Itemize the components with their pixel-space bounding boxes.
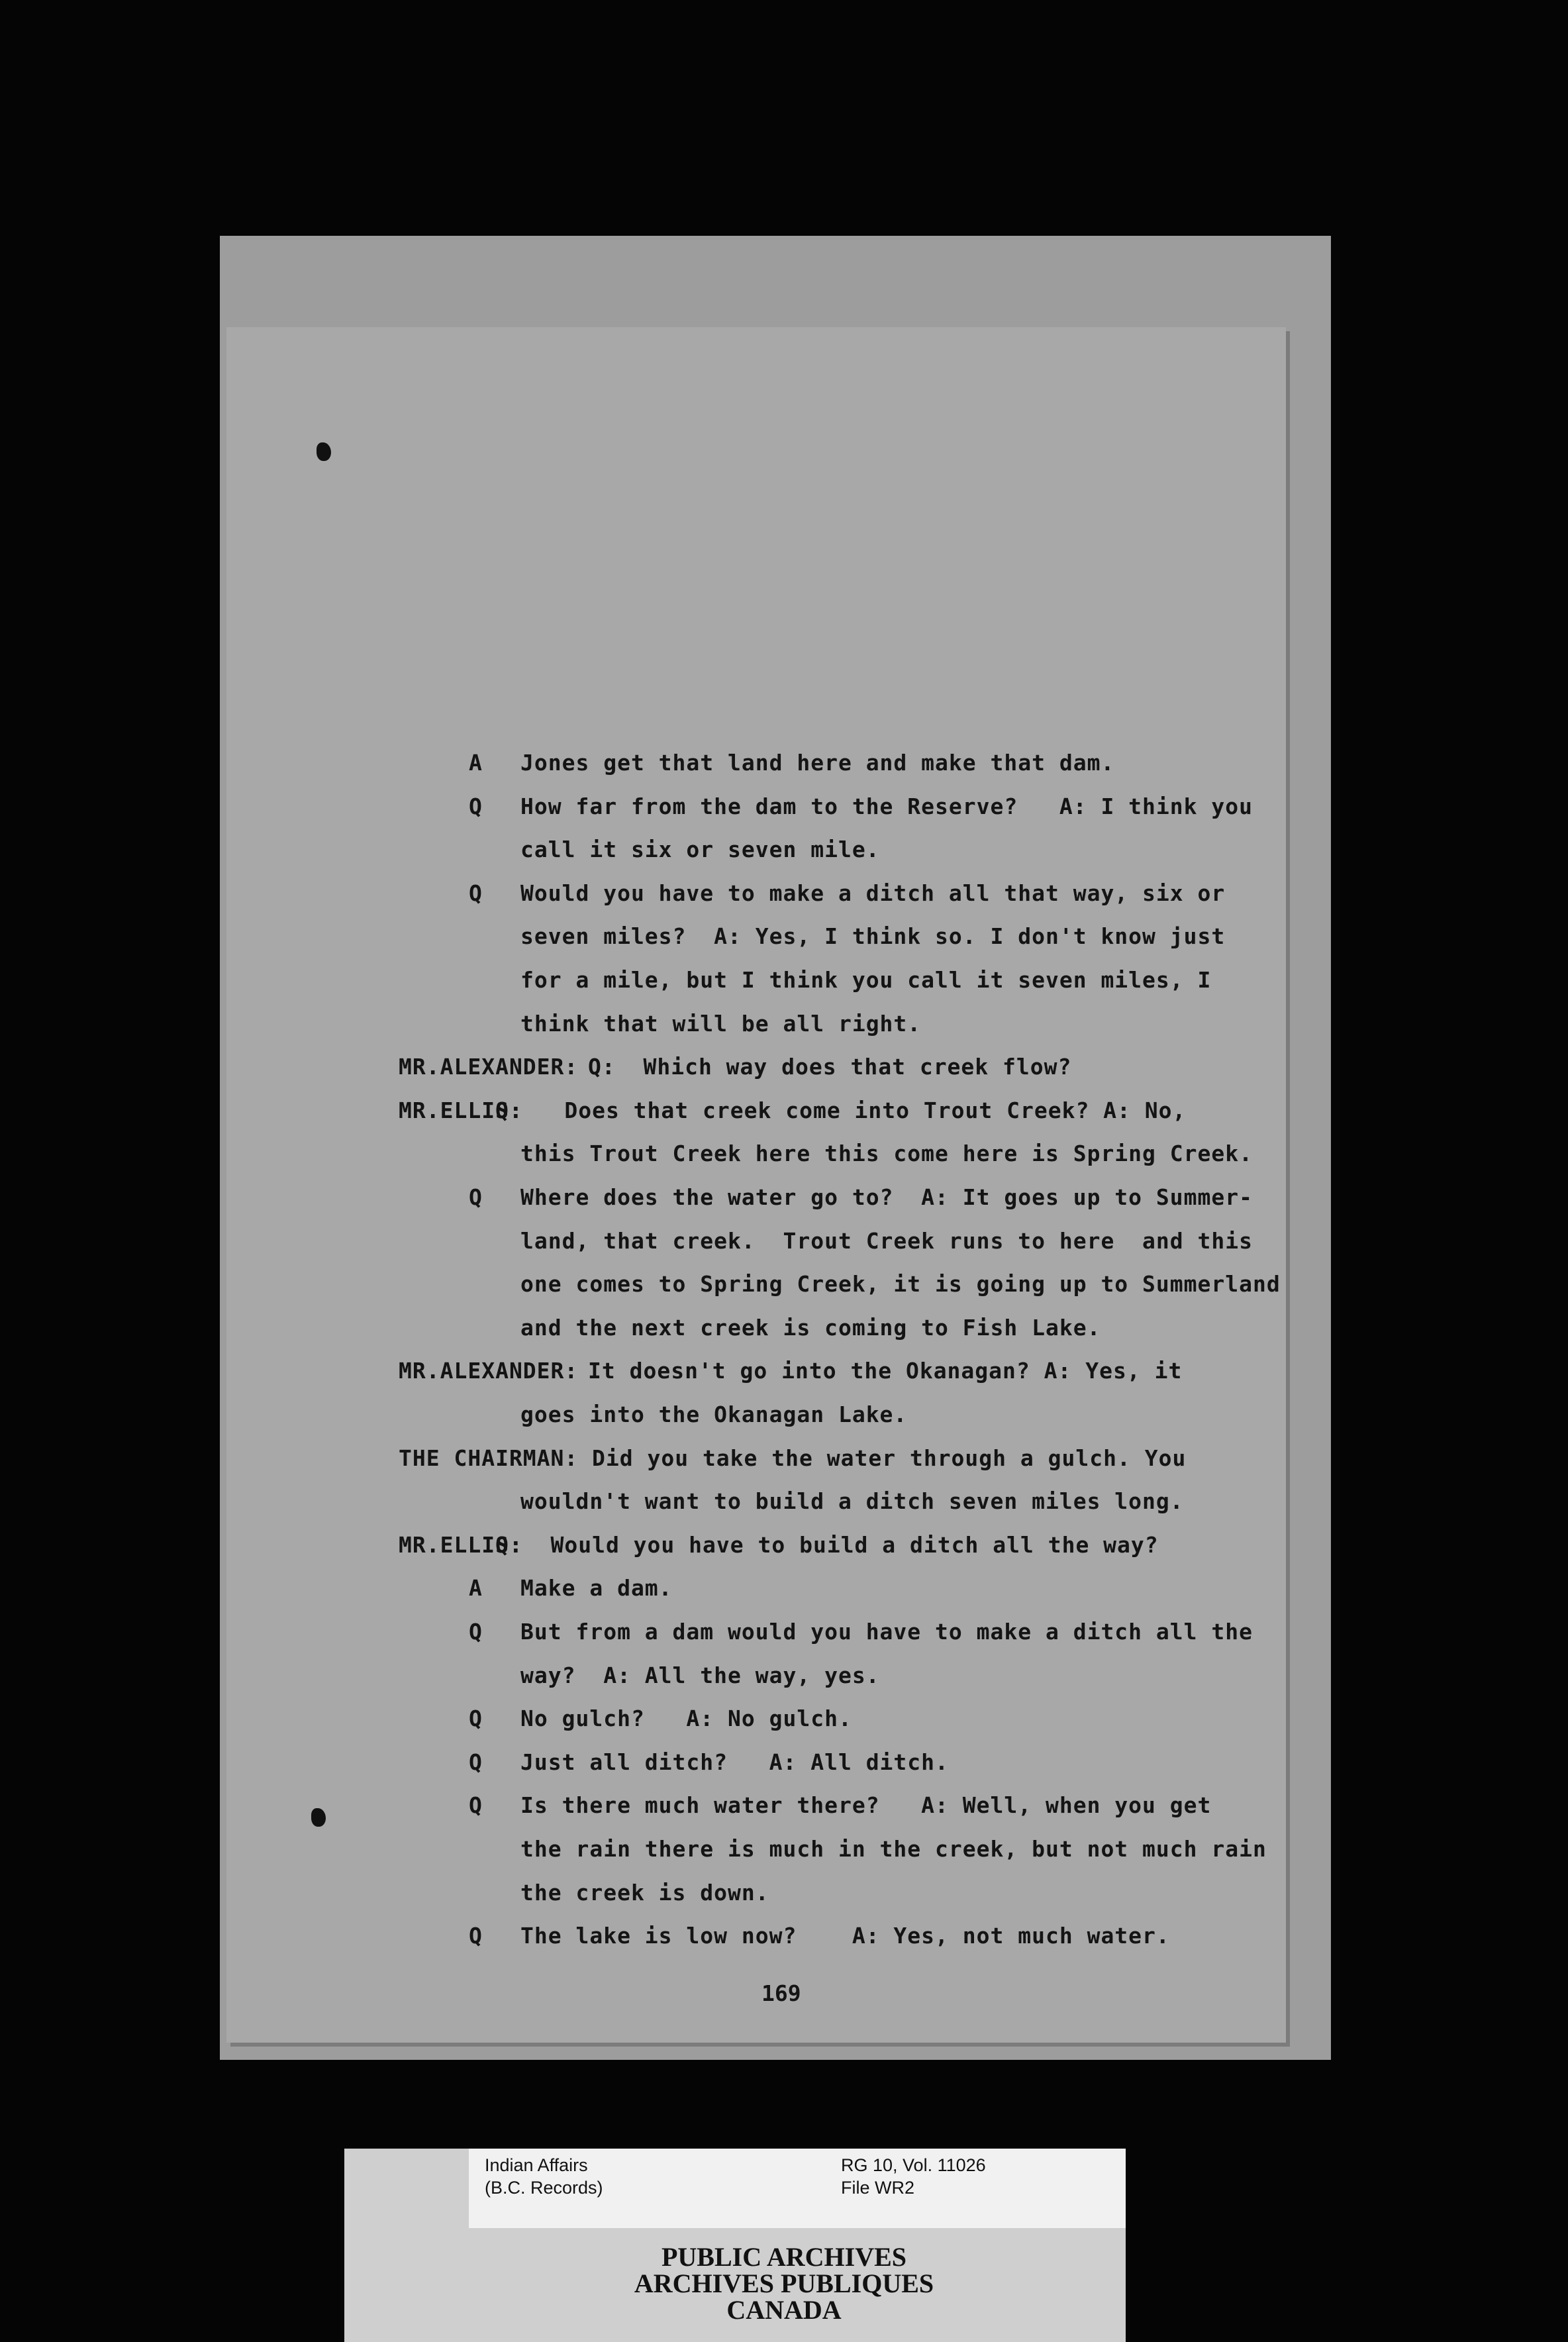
punch-mark: [311, 1808, 326, 1827]
transcript-line: But from a dam would you have to make a ditch all the: [520, 1619, 1253, 1645]
transcript-line: It doesn't go into the Okanagan? A: Yes, it: [588, 1358, 1183, 1384]
transcript-line: goes into the Okanagan Lake.: [520, 1401, 908, 1427]
transcript-line: Would you have to make a ditch all that way, six or: [520, 880, 1226, 906]
archives-stamp-line-1: PUBLIC ARCHIVES: [661, 2242, 907, 2272]
record-group: RG 10, Vol. 11026: [841, 2155, 986, 2175]
transcript-line: the creek is down.: [520, 1880, 769, 1906]
speaker-label: MR.ALEXANDER:: [399, 1054, 579, 1080]
collection-subname: (B.C. Records): [485, 2178, 603, 2198]
transcript-line: and the next creek is coming to Fish Lake.: [520, 1315, 1101, 1341]
archives-stamp-line-2: ARCHIVES PUBLIQUES: [634, 2268, 934, 2298]
transcript-line: Q: Would you have to build a ditch all the way?: [495, 1532, 1159, 1558]
transcript-line: land, that creek. Trout Creek runs to here and this: [520, 1228, 1253, 1254]
transcript-line: Q: Does that creek come into Trout Creek? A: No,: [495, 1097, 1187, 1123]
transcript-line: seven miles? A: Yes, I think so. I don't know just: [520, 923, 1226, 949]
transcript-line: think that will be all right.: [520, 1011, 922, 1037]
speaker-label: MR.ELLIS:: [399, 1097, 523, 1123]
speaker-label: A: [469, 1575, 483, 1601]
transcript-line: Did you take the water through a gulch. You: [592, 1445, 1187, 1471]
transcript-line: wouldn't want to build a ditch seven miles long.: [520, 1488, 1184, 1514]
speaker-label: Q: [469, 1619, 483, 1645]
transcript-line: Q: Which way does that creek flow?: [588, 1054, 1072, 1080]
transcript-line: call it six or seven mile.: [520, 837, 880, 862]
archives-stamp-line-3: CANADA: [726, 2295, 842, 2325]
collection-name: Indian Affairs: [485, 2155, 588, 2175]
transcript-line: for a mile, but I think you call it seven miles, I: [520, 967, 1212, 993]
speaker-label: A: [469, 750, 483, 776]
transcript-line: way? A: All the way, yes.: [520, 1662, 880, 1688]
transcript-line: No gulch? A: No gulch.: [520, 1706, 852, 1731]
speaker-label: Q: [469, 1184, 483, 1210]
speaker-label: Q: [469, 1923, 483, 1949]
transcript-line: The lake is low now? A: Yes, not much water.: [520, 1923, 1170, 1949]
transcript-line: Jones get that land here and make that dam.: [520, 750, 1115, 776]
speaker-label: MR.ELLIS:: [399, 1532, 523, 1558]
speaker-label: Q: [469, 1706, 483, 1731]
transcript-line: the rain there is much in the creek, but not much rain: [520, 1836, 1267, 1862]
transcript-line: Just all ditch? A: All ditch.: [520, 1749, 949, 1775]
transcript-line: Is there much water there? A: Well, when you get: [520, 1792, 1212, 1818]
speaker-label: Q: [469, 793, 483, 819]
transcript-line: this Trout Creek here this come here is Spring Creek.: [520, 1141, 1253, 1166]
transcript-line: Where does the water go to? A: It goes up to Summer-: [520, 1184, 1253, 1210]
punch-mark: [317, 442, 331, 461]
speaker-label: THE CHAIRMAN:: [399, 1445, 579, 1471]
file-reference: File WR2: [841, 2178, 915, 2198]
speaker-label: MR.ALEXANDER:: [399, 1358, 579, 1384]
page-number: 169: [761, 1980, 801, 2006]
speaker-label: Q: [469, 1792, 483, 1818]
speaker-label: Q: [469, 1749, 483, 1775]
transcript-line: one comes to Spring Creek, it is going up to Summerland: [520, 1271, 1281, 1297]
speaker-label: Q: [469, 880, 483, 906]
transcript-line: Make a dam.: [520, 1575, 673, 1601]
transcript-line: How far from the dam to the Reserve? A: I think you: [520, 793, 1253, 819]
